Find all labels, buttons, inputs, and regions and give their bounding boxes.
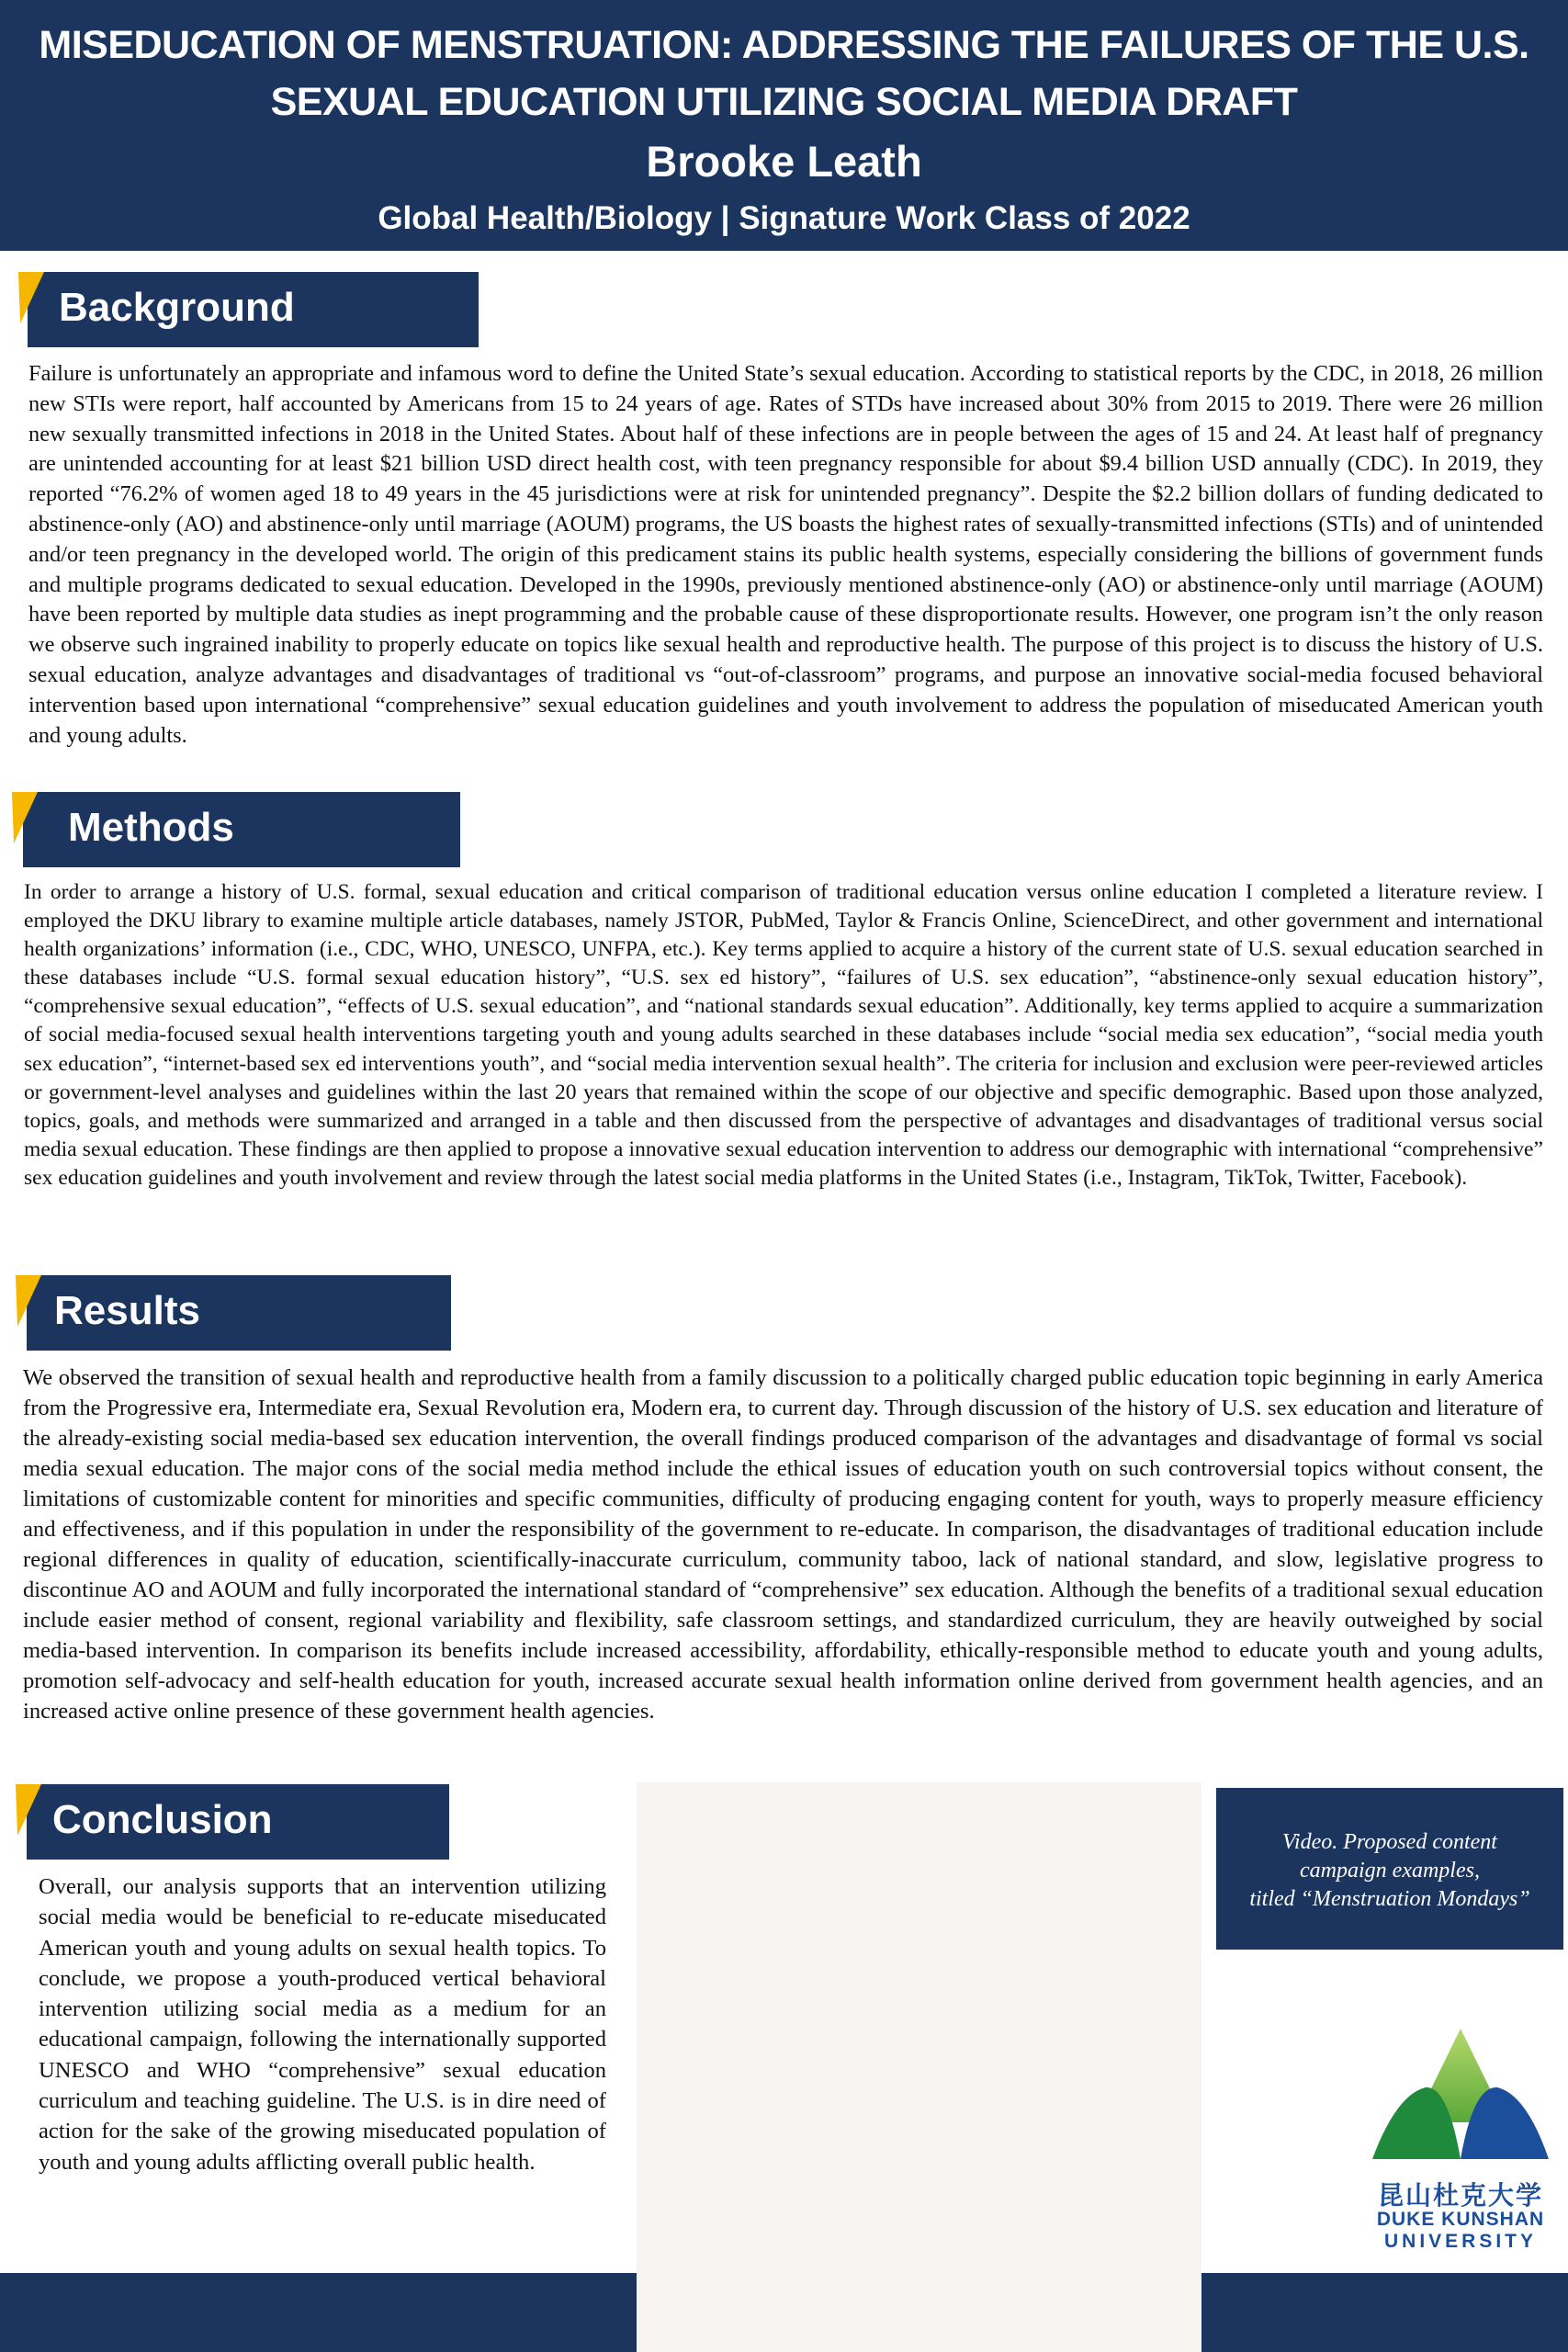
accent-triangle-icon xyxy=(1,792,38,843)
logo-name-line-1: DUKE KUNSHAN xyxy=(1376,2209,1545,2230)
title-line-2: SEXUAL EDUCATION UTILIZING SOCIAL MEDIA DRAFT xyxy=(270,80,1298,124)
video-panel[interactable] xyxy=(637,1782,1201,2352)
methods-heading xyxy=(23,792,460,867)
video-caption-line-2: campaign examples, xyxy=(1300,1859,1480,1883)
conclusion-text: Overall, our analysis supports that an intervention utilizing social media would be beneficial to re-educate miseducated American youth and young adults on sexual health topics. To conclude, we propose a youth-produced vertical behavioral intervention utilizing social media as a medium for an educational campaign, following the internationally supported UNESCO and WHO “comprehensive” sexual education curriculum and teaching guideline. The U.S. is in dire need of action for the sake of the growing miseducated population of youth and young adults afflicting overall public health. xyxy=(39,1874,606,2175)
title-line-1: MISEDUCATION OF MENSTRUATION: ADDRESSING THE FAILURES OF THE U.S. xyxy=(39,23,1529,67)
logo-chinese-name: 昆山杜克大学 xyxy=(1377,2180,1543,2211)
methods-text: In order to arrange a history of U.S. formal, sexual education and critical comparison of traditional education versus online education I completed a literature review. I employed the DKU library to examine multiple article databases, namely JSTOR, PubMed, Taylor & Francis Online, ScienceDirect, and other government and international health organizations’ information (i.e., CDC, WHO, UNESCO, UNFPA, etc.). Key terms applied to acquire a history of the current state of U.S. sexual education searched in these databases include “U.S. formal sexual education history”, “U.S. sex ed history”, “failures of U.S. sex education”, “abstinence-only sexual education history”, “comprehensive sexual education”, “effects of U.S. sexual education”, and “national standards sexual education”. Additionally, key terms applied to acquire a summarization of social media-focused sexual health interventions targeting youth and young adults searched in these databases include “social media sex education”, “social media youth sex education”, “internet-based sex ed interventions youth”, and “social media intervention sexual health”. The criteria for inclusion and exclusion were peer-reviewed articles or government-level analyses and guidelines within the last 20 years that remained within the scope of our objective and specific demographic. Based upon those analyzed, topics, goals, and methods were summarized and arranged in a table and then discussed from the perspective of advantages and disadvantages of traditional versus social media sexual education. These findings are then applied to propose a innovative sexual education intervention to address our demographic with international “comprehensive” sex education guidelines and youth involvement and review through the latest social media platforms in the United States (i.e., Instagram, TikTok, Twitter, Facebook). xyxy=(24,880,1543,1190)
dku-logo xyxy=(1359,2021,1562,2260)
accent-triangle-icon xyxy=(5,1275,41,1327)
accent-triangle-icon xyxy=(7,272,44,323)
results-text: We observed the transition of sexual health and reproductive health from a family discussion to a politically charged public education topic beginning in early America from the Progressive era, Intermediate era, Sexual Revolution era, Modern era, to current day. Through discussion of the history of U.S. sex education and literature of the already-existing social media-based sex education intervention, the overall findings produced comparison of the advantages and disadvantage of formal vs social media sexual education. The major cons of the social media method include the ethical issues of education youth on such controversial topics without consent, the limitations of customizable content for minorities and specific communities, difficulty of producing engaging content for youth, ways to properly measure efficiency and effectiveness, and if this population in under the responsibility of the government to re-educate. In comparison, the disadvantages of traditional education include regional differences in quality of education, scientifically-inaccurate curriculum, community taboo, lack of national standard, and slow, legislative progress to discontinue AO and AOUM and fully incorporated the international standard of “comprehensive” sex education. Although the benefits of a traditional sexual education include easier method of consent, regional variability and flexibility, safe classroom settings, and standardized curriculum, they are heavily outweighed by social media-based intervention. In comparison its benefits include increased accessibility, affordability, ethically-responsible method to educate youth and young adults, promotion self-advocacy and self-health education for youth, increased accurate sexual health information online derived from government health agencies, and an increased active online presence of these government health agencies. xyxy=(23,1365,1543,1724)
poster-title xyxy=(18,17,1550,130)
author-name: Brooke Leath xyxy=(646,137,922,186)
accent-triangle-icon xyxy=(5,1784,41,1836)
video-caption-box xyxy=(1216,1788,1563,1950)
conclusion-title: Conclusion xyxy=(52,1797,273,1842)
background-heading xyxy=(28,272,479,347)
logo-name-line-2: UNIVERSITY xyxy=(1383,2231,1538,2252)
background-text: Failure is unfortunately an appropriate and infamous word to define the United State’s sexual education. According to statistical reports by the CDC, in 2018, 26 million new STIs were report, half accounted by Americans from 15 to 24 years of age. Rates of STDs have increased about 30% from 2015 to 2019. There were 26 million new sexually transmitted infections in 2018 in the United States. About half of these infections are in people between the ages of 15 and 24. At least half of pregnancy are unintended accounting for at least $21 billion USD direct health cost, with teen pregnancy responsible for about $9.4 billion USD annually (CDC). In 2019, they reported “76.2% of women aged 18 to 49 years in the 45 jurisdictions were at risk for unintended pregnancy”. Despite the $2.2 billion dollars of funding dedicated to abstinence-only (AO) and abstinence-only until marriage (AOUM) programs, the US boasts the highest rates of sexually-transmitted infections (STIs) and of unintended and/or teen pregnancy in the developed world. The origin of this predicament stains its public health systems, especially considering the billions of government funds and multiple programs dedicated to sexual education. Developed in the 1990s, previously mentioned abstinence-only (AO) or abstinence-only until marriage (AOUM) have been reported by multiple data studies as inept programming and the probable cause of these disproportionate results. However, one program isn’t the only reason we observe such ingrained inability to properly educate on topics like sexual health and reproductive health. The purpose of this project is to discuss the history of U.S. sexual education, analyze advantages and disadvantages of traditional vs “out-of-classroom” programs, and purpose an innovative social-media focused behavioral intervention based upon international “comprehensive” sexual education guidelines and youth involvement to address the population of miseducated American youth and young adults. xyxy=(28,361,1543,748)
video-panel-bottom xyxy=(637,2273,1201,2352)
video-caption-line-1: Video. Proposed content xyxy=(1282,1830,1497,1854)
results-heading xyxy=(27,1275,451,1351)
background-title: Background xyxy=(59,285,295,330)
methods-title: Methods xyxy=(68,805,234,850)
results-title: Results xyxy=(54,1288,200,1333)
dku-mountain-icon xyxy=(1359,2021,1562,2173)
poster-header xyxy=(0,0,1568,251)
conclusion-heading xyxy=(27,1784,449,1860)
video-caption-line-3: titled “Menstruation Mondays” xyxy=(1249,1887,1530,1911)
affiliation: Global Health/Biology | Signature Work Class of 2022 xyxy=(378,200,1190,236)
